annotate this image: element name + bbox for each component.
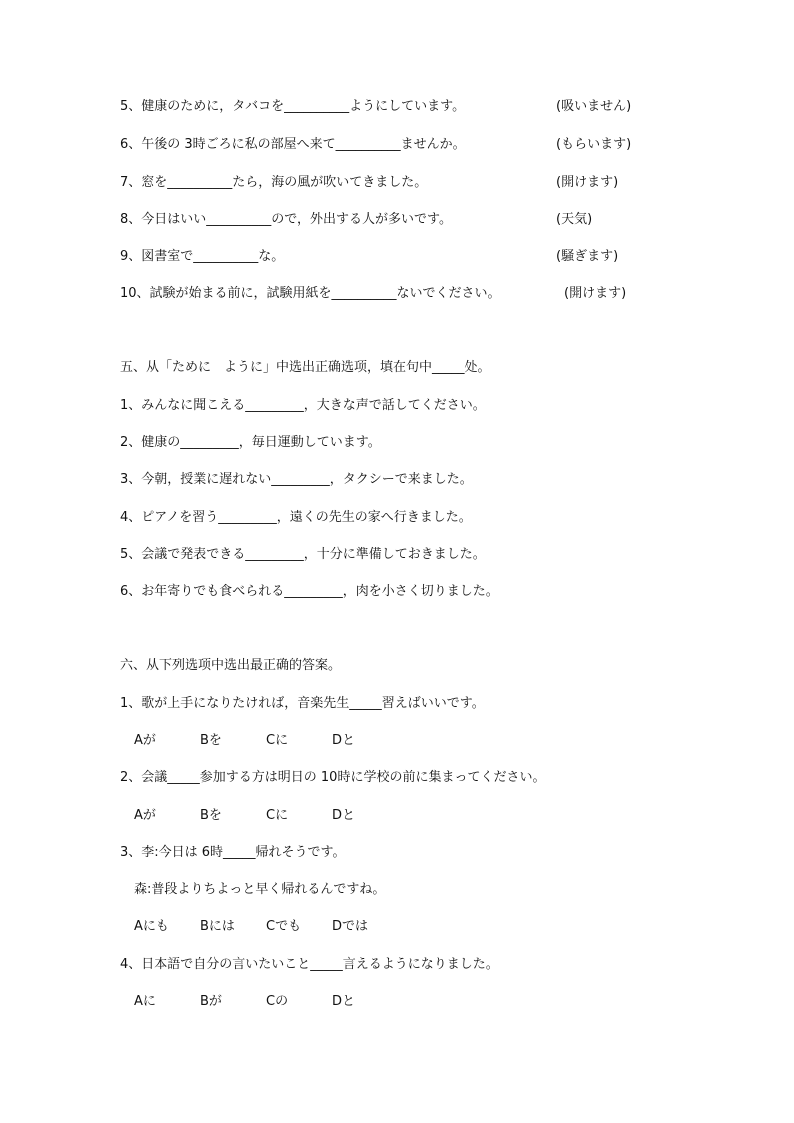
option-d[interactable]: Dでは — [332, 919, 369, 934]
question-text: 森:普段よりちよっと早く帰れるんですね。 — [134, 882, 386, 897]
option-b[interactable]: Bが — [200, 994, 222, 1009]
option-b[interactable]: Bを — [200, 808, 222, 823]
option-d[interactable]: Dと — [332, 994, 356, 1009]
option-a[interactable]: Aにも — [134, 919, 169, 934]
exercise-sentence: 3、今朝，授業に遅れない_________，タクシーで来ました。 — [120, 472, 473, 487]
option-c[interactable]: Cの — [266, 994, 289, 1009]
option-d[interactable]: Dと — [332, 808, 356, 823]
exercise-sentence: 7、窓を__________たら，海の風が吹いてきました。 — [120, 175, 428, 190]
option-a[interactable]: Aが — [134, 808, 156, 823]
section-heading: 六、从下列选项中选出最正确的答案。 — [120, 658, 342, 673]
verb-hint: (開けます) — [556, 175, 619, 190]
verb-hint: (天気) — [556, 212, 593, 227]
option-a[interactable]: Aに — [134, 994, 156, 1009]
question-text: 1、歌が上手になりたければ，音楽先生_____習えばいいです。 — [120, 696, 485, 711]
exercise-sentence: 6、午後の 3時ごろに私の部屋へ来て__________ませんか。 — [120, 137, 466, 152]
answer-options — [134, 807, 398, 825]
exercise-sentence: 8、今日はいい__________ので，外出する人が多いです。 — [120, 212, 452, 227]
option-a[interactable]: Aが — [134, 733, 156, 748]
answer-options — [134, 732, 398, 750]
exercise-sentence: 2、健康の_________，毎日運動しています。 — [120, 435, 381, 450]
exercise-sentence: 5、健康のために，タバコを__________ようにしています。 — [120, 99, 466, 114]
option-c[interactable]: Cでも — [266, 919, 302, 934]
option-c[interactable]: Cに — [266, 733, 289, 748]
option-b[interactable]: Bを — [200, 733, 222, 748]
verb-hint: (吸いません) — [556, 99, 632, 114]
option-d[interactable]: Dと — [332, 733, 356, 748]
verb-hint: (開けます) — [564, 286, 627, 301]
verb-hint: (騒ぎます) — [556, 249, 619, 264]
option-b[interactable]: Bには — [200, 919, 235, 934]
exercise-sentence: 5、会議で発表できる_________，十分に準備しておきました。 — [120, 547, 486, 562]
exercise-sentence: 6、お年寄りでも食べられる_________，肉を小さく切りました。 — [120, 584, 499, 599]
question-text: 2、会議_____参加する方は明日の 10時に学校の前に集まってください。 — [120, 770, 546, 785]
question-text: 3、李:今日は 6時_____帰れそうです。 — [120, 845, 346, 860]
exercise-sentence: 1、みんなに聞こえる_________，大きな声で話してください。 — [120, 398, 486, 413]
answer-options — [134, 918, 398, 936]
section-heading: 五、从「ために ように」中选出正确选项，填在句中_____处。 — [120, 360, 491, 375]
option-c[interactable]: Cに — [266, 808, 289, 823]
exercise-sentence: 9、図書室で__________な。 — [120, 249, 285, 264]
question-text: 4、日本語で自分の言いたいこと_____言えるようになりました。 — [120, 957, 499, 972]
exercise-sentence: 10、試験が始まる前に，試験用紙を__________ないでください。 — [120, 286, 501, 301]
verb-hint: (もらいます) — [556, 137, 632, 152]
answer-options — [134, 993, 398, 1011]
exercise-sentence: 4、ピアノを習う_________，遠くの先生の家へ行きました。 — [120, 510, 472, 525]
